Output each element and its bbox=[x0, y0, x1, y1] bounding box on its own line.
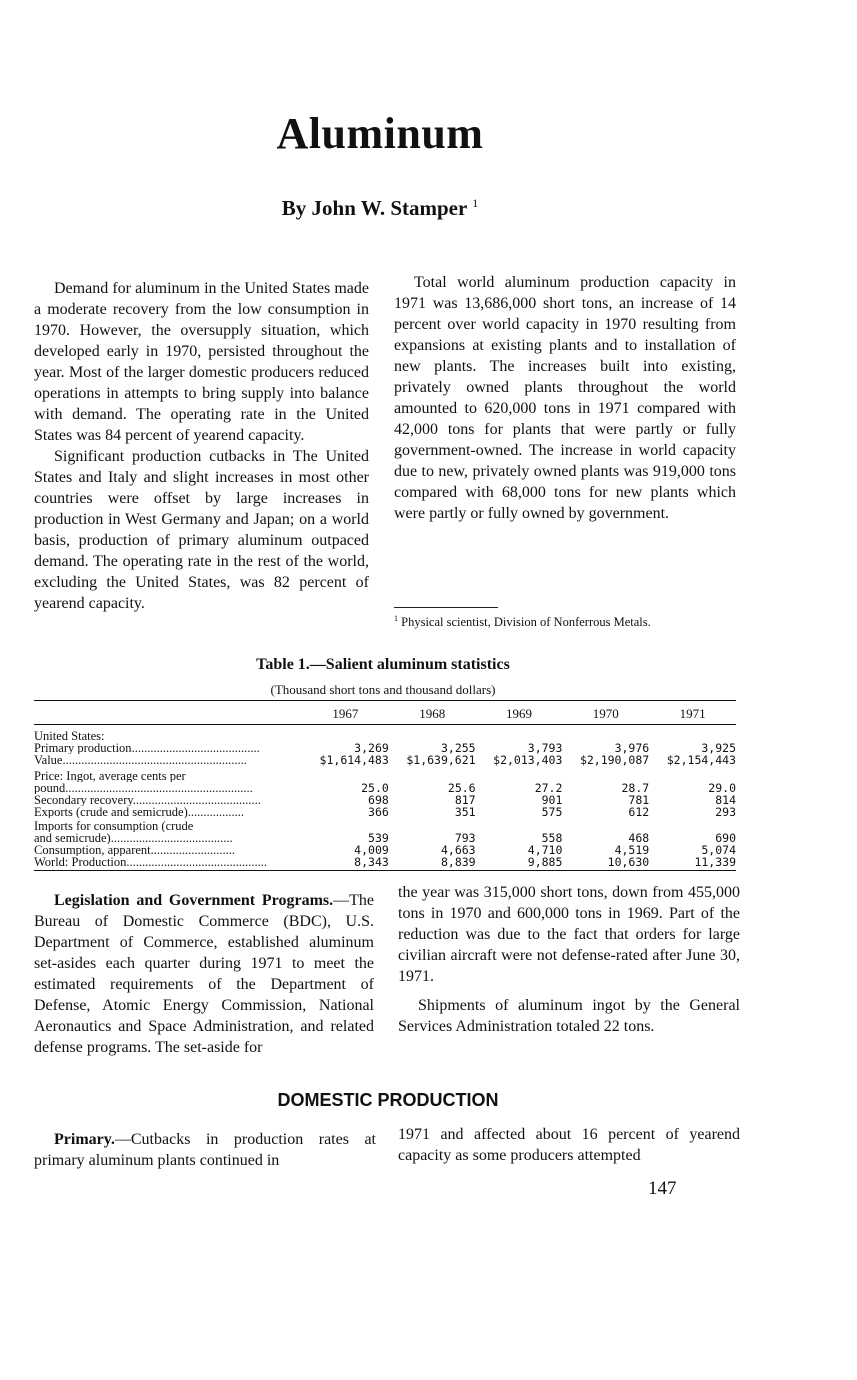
table-cell: 27.2 bbox=[534, 781, 563, 795]
author-byline bbox=[0, 196, 760, 221]
table-cell: 8,839 bbox=[440, 855, 476, 869]
table-row bbox=[34, 818, 736, 832]
table-cell: 690 bbox=[715, 831, 736, 845]
table-header-blank bbox=[34, 702, 302, 726]
table-title: Table 1.—Salient aluminum statistics bbox=[256, 656, 510, 673]
table-row bbox=[34, 726, 736, 742]
author-footnote-mark: 1 bbox=[472, 196, 479, 210]
run-in-heading: Primary. bbox=[54, 1131, 115, 1148]
table-cell: 612 bbox=[628, 805, 650, 819]
row-label: Exports (crude and semicrude).................. bbox=[34, 806, 245, 818]
table-cell: 4,009 bbox=[354, 843, 389, 857]
row-label: Imports for consumption (crude bbox=[34, 819, 194, 832]
domestic-right-column bbox=[398, 1124, 740, 1166]
paragraph-text: —The Bureau of Domestic Commerce (BDC), U.S. Department of Commerce, established aluminum set-asides each quarter during 1971 to meet the estimated requirements of the Department of Defense, Atomic Energy Commission, National Aeronautics and Space Administration, and related defense programs. The set-aside for bbox=[34, 892, 374, 1056]
footnote bbox=[394, 611, 736, 630]
row-label: pound............................................................ bbox=[34, 782, 253, 794]
table-cell: 781 bbox=[628, 793, 650, 807]
section-heading: DOMESTIC PRODUCTION bbox=[277, 1090, 499, 1110]
table-cell: 4,663 bbox=[440, 843, 476, 857]
table-cell: $2,013,403 bbox=[493, 753, 563, 767]
paragraph bbox=[34, 1129, 376, 1171]
table-cell: 29.0 bbox=[708, 781, 736, 795]
run-in-heading: Legislation and Government Programs. bbox=[54, 892, 334, 909]
year-header: 1968 bbox=[419, 706, 446, 721]
paragraph: Total world aluminum production capacity in 1971 was 13,686,000 short tons, an increase of 14 percent over world capacity in 1970 resulting from expansions at existing plants and to installation of new plants. The increases built into existing, privately owned plants throughout the world amounted to 620,000 tons in 1971 compared with 42,000 tons for plants that were partly or fully government-owned. The increase in world capacity due to new, privately owned plants was 919,000 tons compared with 68,000 tons for new plants which were partly or fully owned by government. bbox=[394, 274, 736, 522]
table-cell: 25.0 bbox=[361, 781, 389, 795]
table-cell: 3,925 bbox=[701, 741, 736, 755]
paragraph: 1971 and affected about 16 percent of yearend capacity as some producers attempted bbox=[398, 1126, 740, 1164]
table-cell: 4,710 bbox=[527, 843, 563, 857]
domestic-left-column bbox=[34, 1129, 376, 1171]
table-cell: 25.6 bbox=[447, 781, 476, 795]
paragraph: Demand for aluminum in the United States made a moderate recovery from the low consumption in 1970. However, the oversupply situation, which developed early in 1970, persisted throughout the year. Most of the larger domestic producers reduced operations in attempts to bring supply into balance with demand. The operating rate in the United States was 84 percent of yearend capacity. bbox=[34, 280, 369, 444]
table-cell: 3,976 bbox=[614, 741, 650, 755]
table-bottom-rule bbox=[34, 870, 736, 871]
row-label: Secondary recovery......................................... bbox=[34, 794, 261, 806]
table-cell: $1,614,483 bbox=[319, 753, 389, 767]
row-label: and semicrude)....................................... bbox=[34, 832, 233, 844]
row-label: Value........................................................... bbox=[34, 754, 247, 766]
table-cell: 4,519 bbox=[614, 843, 650, 857]
paragraph bbox=[34, 890, 374, 1058]
table-cell: 9,885 bbox=[527, 855, 563, 869]
table-cell: 3,255 bbox=[440, 741, 476, 755]
table-cell: 793 bbox=[454, 831, 476, 845]
page-number: 147 bbox=[648, 1178, 677, 1199]
row-label: Primary production......................................... bbox=[34, 742, 260, 754]
table-row bbox=[34, 754, 736, 766]
table-cell: 351 bbox=[454, 805, 476, 819]
table-cell: 814 bbox=[715, 793, 736, 807]
table-cell: 817 bbox=[454, 793, 476, 807]
table-row bbox=[34, 766, 736, 782]
row-label: World: Production............................................. bbox=[34, 856, 268, 868]
table-cell: 3,269 bbox=[354, 741, 389, 755]
salient-statistics-table bbox=[34, 702, 736, 868]
paragraph: Significant production cutbacks in The United States and Italy and slight increases in most other countries were offset by large increases in production in West Germany and Japan; on a world basis, production of primary aluminum outpaced demand. The operating rate in the rest of the world, excluding the United States, was 82 percent of yearend capacity. bbox=[34, 448, 369, 612]
table-cell: 293 bbox=[715, 805, 736, 819]
paragraph: Shipments of aluminum ingot by the General Services Administration totaled 22 tons. bbox=[398, 997, 740, 1035]
table-cell: 558 bbox=[541, 831, 563, 845]
paragraph-text: —Cutbacks in production rates at primary aluminum plants continued in bbox=[34, 1131, 376, 1169]
table-cell: 698 bbox=[368, 793, 389, 807]
row-label: Consumption, apparent........................... bbox=[34, 844, 236, 856]
table-cell: 3,793 bbox=[527, 741, 563, 755]
table-cell: 11,339 bbox=[694, 855, 736, 869]
table-cell: 575 bbox=[541, 805, 563, 819]
article-title: Aluminum bbox=[276, 109, 484, 158]
year-header: 1967 bbox=[332, 706, 359, 721]
table-row bbox=[34, 856, 736, 868]
table-cell: $2,154,443 bbox=[666, 753, 736, 767]
table-cell: $2,190,087 bbox=[579, 753, 650, 767]
table-cell: 28.7 bbox=[621, 781, 650, 795]
table-cell: 366 bbox=[368, 805, 389, 819]
legislation-right-column bbox=[398, 882, 740, 1037]
footnote-mark: 1 bbox=[394, 614, 398, 623]
intro-left-column bbox=[34, 278, 369, 614]
footnote-text: Physical scientist, Division of Nonferrous Metals. bbox=[401, 615, 651, 630]
table-cell: 8,343 bbox=[354, 855, 389, 869]
author-name: By John W. Stamper bbox=[281, 196, 467, 220]
table-cell: 5,074 bbox=[701, 843, 736, 857]
table-cell: $1,639,621 bbox=[406, 753, 476, 767]
year-header: 1969 bbox=[505, 706, 532, 721]
row-label: Price: Ingot, average cents per bbox=[34, 769, 186, 782]
table-row bbox=[34, 806, 736, 818]
table-cell: 901 bbox=[541, 793, 563, 807]
table-cell: 468 bbox=[628, 831, 650, 845]
row-label: United States: bbox=[34, 729, 105, 742]
footnote-rule bbox=[394, 607, 498, 608]
table-cell: 539 bbox=[368, 831, 389, 845]
year-header: 1971 bbox=[679, 706, 706, 721]
year-header: 1970 bbox=[592, 706, 619, 721]
paragraph: the year was 315,000 short tons, down from 455,000 tons in 1970 and 600,000 tons in 1969. Part of the reduction was due to the fact that orders for large civilian aircraft were not defense-rated after June 30, 1971. bbox=[398, 884, 740, 985]
table-top-rule bbox=[34, 700, 736, 701]
legislation-left-column bbox=[34, 890, 374, 1058]
table-subtitle: (Thousand short tons and thousand dollars) bbox=[270, 682, 496, 697]
table-cell: 10,630 bbox=[607, 855, 650, 869]
table-header-row bbox=[34, 702, 736, 726]
intro-right-column bbox=[394, 272, 736, 524]
